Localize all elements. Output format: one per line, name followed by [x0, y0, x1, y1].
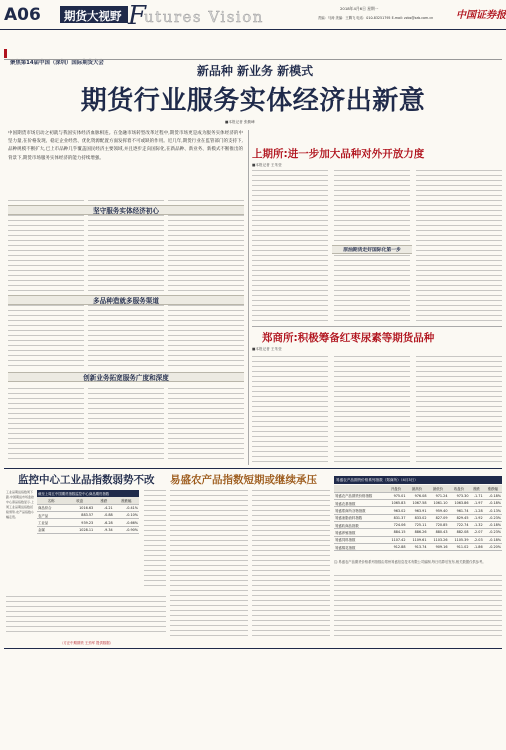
- editor-credits: 责编：马涛 美编：王腾飞 电话：010-83251795 E-mail: zzbs@zzb.com.cn: [318, 16, 434, 20]
- topic-banner-text: 聚焦第14届中国（深圳）国际期货大会: [10, 60, 104, 66]
- story-index-title: 监控中心工业品指数弱势不改: [18, 474, 155, 486]
- story-index-column-2: [144, 490, 166, 590]
- story-index-body: [6, 596, 166, 636]
- story-index-column-1: 工业品期货指数周下跌,中国期货市场监控中心商品指数显示,上周工业品期货指数延续弱势,农产品指数小幅走低。: [6, 490, 34, 519]
- story-sfe-subhead: 原油期货走好国际化第一步: [332, 245, 412, 254]
- agri-table-header: 最低价: [427, 485, 448, 492]
- lead-headline: 期货行业服务实体经济出新意: [80, 86, 426, 116]
- lead-body-column-6: [168, 388, 244, 462]
- lead-subhead-1: 坚守服务实体经济初心: [8, 205, 244, 215]
- story-agri-column-1: [170, 490, 248, 640]
- column-divider: [248, 130, 249, 465]
- table-row: 易盛农产品期货价格指数 975.01 976.08 971.24 973.30 -1.71 -0.18%: [335, 493, 501, 499]
- story-sfe-title: 上期所:进一步加大品种对外开放力度: [252, 148, 425, 160]
- story-sfe-column-3: [416, 170, 502, 322]
- index-table-header: 涨跌幅: [114, 497, 139, 504]
- story-agri-column-2: [252, 490, 330, 640]
- lead-body-column-4: [8, 388, 84, 462]
- index-table-header: 涨跌: [94, 497, 114, 504]
- story-zce-title: 郑商所:积极筹备红枣尿素等期货品种: [262, 332, 435, 344]
- bottom-rule: [4, 468, 502, 469]
- lead-standfirst: 中国期货市场启动之初就与我国实体经济血脉相连。在金融市场转型改革过程中,期货市场更是成为服务实体经济的中坚力量,在价格发现、稳定企业经营、优化资源配置方面发挥着不可或缺的作用。近几年,期货行业在监管部门的支持下,品种规模不断扩大,已上市品种几乎覆盖国民经济主要领域,并且逐步走向国际化,在新品种、新业务、新模式不断推出的背景下,期货市场服务实体经济的能力持续增强。: [8, 131, 243, 161]
- section-name: 期货大视野: [64, 9, 122, 23]
- lead-byline: ■本报记者 张勤峰: [225, 120, 255, 124]
- story-sfe-column-1: [252, 170, 328, 322]
- lead-body-column-2: [88, 200, 164, 370]
- table-row: 工业品 939.23 -6.28 -0.66%: [38, 520, 138, 526]
- story-zce-column-3: [416, 356, 502, 464]
- lead-body-column-1: [8, 200, 84, 370]
- table-row: 农产品 883.57 -0.88 -0.10%: [38, 513, 138, 518]
- lead-subhead-3: 创新业务拓宽服务广度和深度: [8, 372, 244, 382]
- agri-table-header: 收盘价: [448, 485, 469, 492]
- table-row: 易盛农基指数 1065.83 1067.58 1061.10 1063.86 -1.97 -0.18%: [335, 501, 501, 506]
- agri-table-header: 涨跌: [469, 485, 483, 492]
- newspaper-logo: 中国证券报: [456, 10, 506, 21]
- story-zce-column-1: [252, 356, 328, 464]
- table-row: 易盛油脂油料指数 831.37 833.02 827.09 829.45 -1.92 -0.23%: [335, 515, 501, 521]
- masthead: [0, 0, 506, 30]
- futures-vision-wordmark: utures Vision: [144, 8, 264, 26]
- footer-rule: [4, 648, 502, 649]
- banner-rule: [4, 59, 502, 60]
- story-sfe-byline: ■本报记者 王朱莹: [252, 163, 282, 167]
- table-row: 易盛养殖指数 884.15 886.26 880.43 882.08 -2.07 -0.23%: [335, 530, 501, 535]
- table-row: 易盛软商品指数 724.06 725.11 720.85 722.74 -1.32 -0.18%: [335, 523, 501, 528]
- page-number: A06: [4, 5, 41, 25]
- story-agri-column-3: [334, 575, 502, 640]
- agri-table-header: 涨跌幅: [484, 485, 502, 492]
- story-agri-title: 易盛农产品指数短期或继续承压: [170, 474, 317, 486]
- lead-body-column-3: [168, 200, 244, 370]
- index-table-header: 收盘: [65, 497, 94, 504]
- issue-date: 2018年4月6日 星期一: [340, 6, 379, 11]
- footer-area: [0, 650, 506, 750]
- agri-table-header: 开盘价: [385, 485, 406, 492]
- story-divider: [252, 326, 502, 327]
- topic-banner: [4, 49, 154, 66]
- futures-f-letter: F: [128, 1, 147, 31]
- agri-table-header: 最高价: [406, 485, 427, 492]
- lead-subhead-2: 多品种造就多服务渠道: [8, 295, 244, 305]
- agri-table-caption: 易盛农产品期货价格系列指数（郑商所）（4月3日）: [334, 476, 502, 484]
- agri-table-footnote: 注:易盛农产品期货价格系列指数由郑州易盛信息技术有限公司编制,每日结算后发布,相关数据仅供参考。: [334, 560, 486, 564]
- table-row: 金属 1028.11 -9.34 -0.90%: [38, 527, 138, 533]
- story-zce-byline: ■本报记者 王朱莹: [252, 347, 282, 351]
- index-source-note: （方正中期期货 王劲军 提供数据）: [60, 641, 114, 645]
- lead-kicker: 新品种 新业务 新模式: [196, 64, 314, 78]
- table-row: 易盛郑商所谷物指数 963.02 963.91 959.40 961.74 -1.28 -0.13%: [335, 508, 501, 514]
- index-table: [37, 497, 139, 534]
- index-table-caption: 截至上周五中国期货指数监控中心商品期货指数: [37, 490, 139, 497]
- table-row: 易盛棉花指数 912.88 913.74 909.16 911.02 -1.86 -0.20%: [335, 545, 501, 550]
- story-zce-column-2: [334, 356, 410, 464]
- agri-index-table: [334, 485, 502, 551]
- index-table-header: 名称: [37, 497, 65, 504]
- table-row: 易盛饲料指数 1107.42 1109.61 1103.26 1105.39 -2.03 -0.18%: [335, 537, 501, 543]
- lead-body-column-5: [88, 388, 164, 462]
- table-row: 商品综合 1016.63 -4.21 -0.41%: [38, 505, 138, 511]
